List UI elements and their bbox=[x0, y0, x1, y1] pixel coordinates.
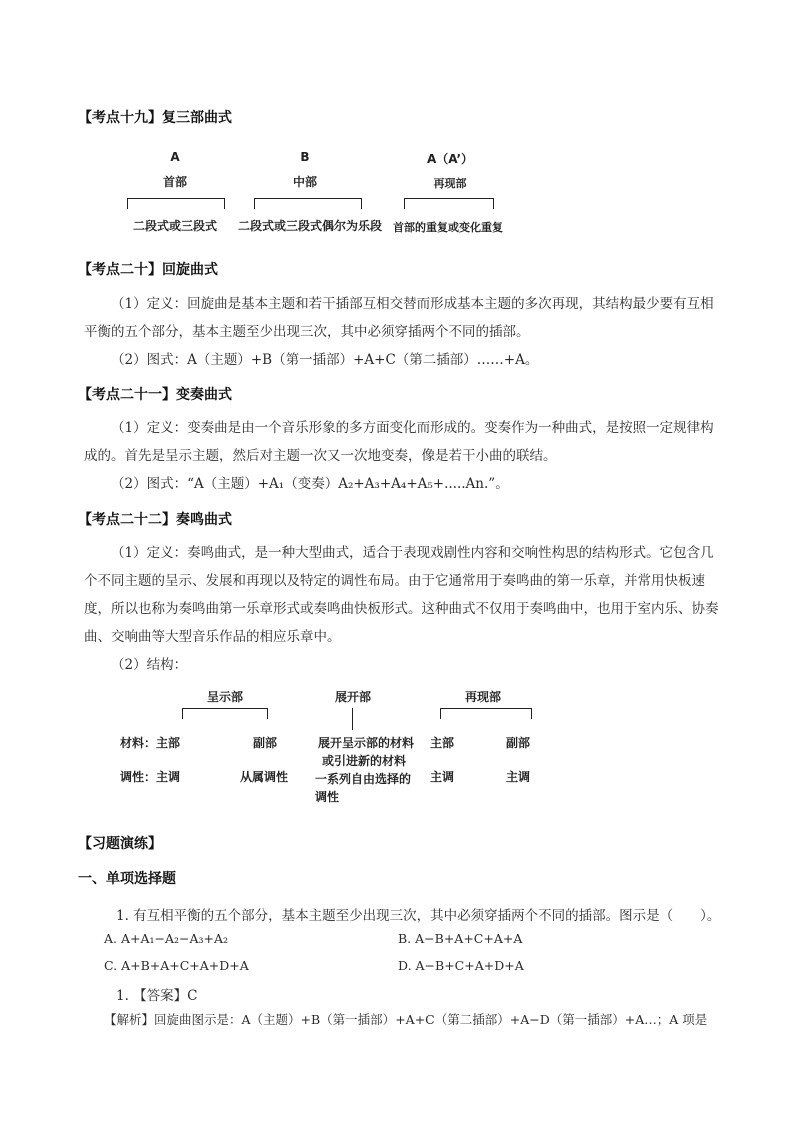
section-22-title: 【考点二十二】奏鸣曲式 bbox=[78, 512, 232, 528]
section-21-title: 【考点二十一】变奏曲式 bbox=[78, 387, 232, 403]
material-label: 材料：主部 bbox=[120, 736, 181, 750]
diagram-col2-name: 中部 bbox=[292, 175, 317, 189]
exposition-label: 呈示部 bbox=[206, 690, 243, 704]
diagram-col3-letter: A（A’） bbox=[426, 152, 474, 166]
diagram-col2-desc: 二段式或三段式偶尔为乐段 bbox=[237, 219, 382, 233]
rondo-definition: （1）定义：回旋曲是基本主题和若干插部互相交替而形成基本主题的多次再现，其结构最少要有互相平衡的五个部分，基本主题至少出现三次，其中必须穿插两个不同的插部。 bbox=[84, 296, 714, 340]
option-a: A. A+A₁−A₂−A₃+A₂ bbox=[104, 931, 229, 946]
diagram-col3-name: 再现部 bbox=[433, 177, 467, 190]
option-b: B. A−B+A+C+A+A bbox=[398, 931, 523, 946]
diagram-col1-name: 首部 bbox=[162, 175, 187, 189]
exposition-bracket bbox=[182, 708, 268, 719]
sonata-structure-label: （2）结构： bbox=[111, 657, 188, 673]
analysis-1: 【解析】回旋曲图示是：A（主题）+B（第一插部）+A+C（第二插部）+A−D（第一插部）+A…；A 项是 bbox=[104, 1012, 708, 1027]
section-21-body bbox=[84, 414, 724, 498]
development-label: 展开部 bbox=[334, 690, 371, 704]
diagram-col1-letter: A bbox=[170, 150, 180, 164]
exposition-second-theme: 副部 bbox=[253, 736, 278, 750]
recap-bracket bbox=[440, 708, 532, 719]
key-label: 调性：主调 bbox=[120, 770, 181, 784]
development-text-1: 展开呈示部的材料 bbox=[318, 736, 415, 750]
sonata-definition: （1）定义：奏鸣曲式，是一种大型曲式，适合于表现戏剧性内容和交响性构思的结构形式。它包含几个不同主题的呈示、发展和再现以及特定的调性布局。由于它通常用于奏鸣曲的第一乐章，并常用快板速度，所以也称为奏鸣曲第一乐章形式或奏鸣曲快板形式。这种曲式不仅用于奏鸣曲中，也用于室内乐、协奏曲、交响曲等大型音乐作品的相应乐章中。 bbox=[84, 545, 719, 645]
development-text-2: 或引进新的材料 bbox=[322, 754, 407, 768]
diagram-col2-letter: B bbox=[300, 150, 310, 164]
option-c: C. A+B+A+C+A+D+A bbox=[104, 958, 249, 973]
section-20-body bbox=[84, 290, 724, 374]
recap-main-key: 主调 bbox=[430, 770, 455, 784]
development-text-4: 调性 bbox=[315, 790, 340, 804]
variation-scheme: （2）图式：“A（主题）+A₁（变奏）A₂+A₃+A₄+A₅+.....An.”。 bbox=[111, 476, 509, 492]
recap-second-theme: 副部 bbox=[506, 736, 531, 750]
diagram-col1-bracket bbox=[127, 198, 225, 209]
diagram-col3-bracket bbox=[404, 198, 494, 209]
recap-label: 再现部 bbox=[464, 690, 501, 704]
section-19-title: 【考点十九】复三部曲式 bbox=[78, 110, 232, 126]
diagram-col2-bracket bbox=[254, 198, 362, 209]
rondo-scheme: （2）图式：A（主题）+B（第一插部）+A+C（第二插部）……+A。 bbox=[111, 352, 539, 368]
practice-section: 一、单项选择题 bbox=[78, 871, 176, 887]
section-22-body bbox=[84, 539, 724, 679]
option-d: D. A−B+C+A+D+A bbox=[398, 958, 524, 973]
question-1: 1. 有互相平衡的五个部分，基本主题至少出现三次，其中必须穿插两个不同的插部。图示是（ ）。 bbox=[116, 908, 721, 924]
variation-definition: （1）定义：变奏曲是由一个音乐形象的多方面变化而形成的。变奏作为一种曲式，是按照一定规律构成的。首先是呈示主题，然后对主题一次又一次地变奏，像是若干小曲的联结。 bbox=[84, 420, 714, 464]
diagram-col3-desc: 首部的重复或变化重复 bbox=[393, 221, 503, 234]
practice-title: 【习题演练】 bbox=[78, 836, 162, 852]
section-20-title: 【考点二十】回旋曲式 bbox=[78, 262, 218, 278]
answer-1: 1. 【答案】C bbox=[116, 988, 198, 1004]
recap-main-theme: 主部 bbox=[430, 736, 455, 750]
development-text-3: 一系列自由选择的 bbox=[315, 772, 412, 786]
diagram-col1-desc: 二段式或三段式 bbox=[132, 219, 217, 233]
development-line bbox=[352, 708, 353, 730]
exposition-second-key: 从属调性 bbox=[240, 770, 289, 784]
recap-second-key: 主调 bbox=[506, 770, 531, 784]
